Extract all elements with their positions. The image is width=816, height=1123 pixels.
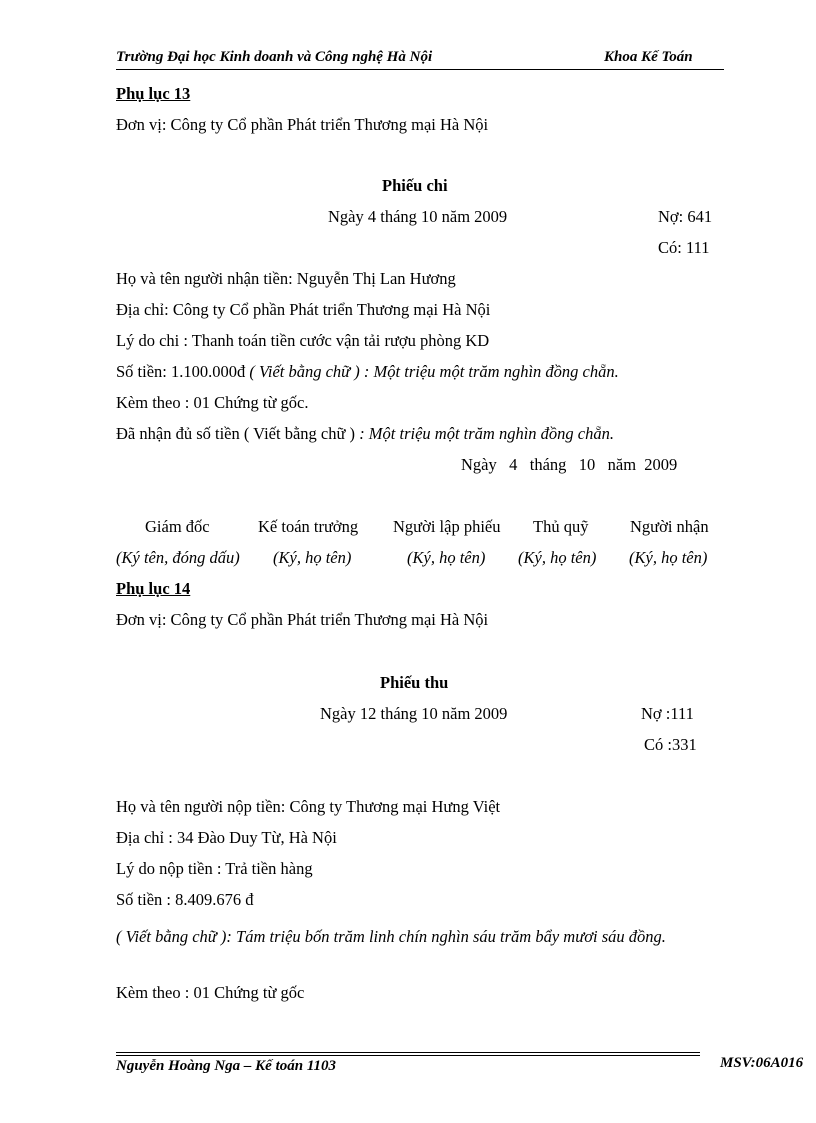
payment-amount (116, 362, 619, 382)
payment-amount-words: ( Viết bằng chữ ) : Một triệu một trăm nghìn đồng chẵn. (245, 362, 619, 381)
payment-address: Địa chỉ: Công ty Cổ phần Phát triển Thương mại Hà Nội (116, 300, 491, 319)
signature-role-preparer: Người lập phiếu (393, 517, 501, 536)
signature-note-preparer: (Ký, họ tên) (407, 548, 486, 567)
signature-note-director: (Ký tên, đóng dấu) (116, 548, 240, 567)
payment-credit-account: Có: 111 (658, 238, 710, 257)
payment-amount-label: Số tiền: 1.100.000đ (116, 362, 246, 381)
signature-note-chief-accountant: (Ký, họ tên) (273, 548, 352, 567)
appendix-14-title: Phụ lục 14 (116, 579, 191, 598)
receipt-amount-words: ( Viết bằng chữ ): Tám triệu bốn trăm linh chín nghìn sáu trăm bẩy mươi sáu đồng. (116, 927, 666, 946)
footer-rule-top (116, 1052, 700, 1053)
payment-reason: Lý do chi : Thanh toán tiền cước vận tải rượu phòng KD (116, 331, 490, 350)
payment-received-words: : Một triệu một trăm nghìn đồng chẵn. (359, 424, 615, 443)
receipt-payer: Họ và tên người nộp tiền: Công ty Thương mại Hưng Việt (116, 797, 501, 816)
footer-student-id: MSV:06A016 (720, 1055, 804, 1071)
signature-role-receiver: Người nhận (630, 517, 709, 536)
footer-author: Nguyễn Hoàng Nga – Kế toán 1103 (116, 1058, 337, 1074)
appendix-13-title: Phụ lục 13 (116, 84, 191, 103)
payment-voucher-title: Phiếu chi (382, 176, 448, 195)
receipt-reason: Lý do nộp tiền : Trả tiền hàng (116, 859, 313, 878)
signature-note-receiver: (Ký, họ tên) (629, 548, 708, 567)
receipt-address: Địa chỉ : 34 Đào Duy Từ, Hà Nội (116, 828, 337, 847)
signature-role-cashier: Thủ quỹ (533, 517, 589, 536)
payment-received (116, 424, 614, 444)
receipt-amount: Số tiền : 8.409.676 đ (116, 890, 254, 909)
appendix-14-unit: Đơn vị: Công ty Cổ phần Phát triển Thương mại Hà Nội (116, 610, 489, 629)
payment-attached: Kèm theo : 01 Chứng từ gốc. (116, 393, 309, 412)
appendix-13-unit: Đơn vị: Công ty Cổ phần Phát triển Thương mại Hà Nội (116, 115, 489, 134)
signature-role-chief-accountant: Kế toán trưởng (258, 517, 359, 536)
payment-voucher-date: Ngày 4 tháng 10 năm 2009 (328, 207, 508, 226)
payment-sign-date: Ngày 4 tháng 10 năm 2009 (461, 455, 678, 474)
signature-note-cashier: (Ký, họ tên) (518, 548, 597, 567)
payment-receiver: Họ và tên người nhận tiền: Nguyễn Thị Lan Hương (116, 269, 456, 288)
receipt-voucher-title: Phiếu thu (380, 673, 449, 692)
signature-role-director: Giám đốc (145, 517, 210, 536)
receipt-attached: Kèm theo : 01 Chứng từ gốc (116, 983, 305, 1002)
receipt-credit-account: Có :331 (644, 735, 697, 754)
receipt-voucher-date: Ngày 12 tháng 10 năm 2009 (320, 704, 508, 723)
footer-rule-bottom (116, 1055, 700, 1056)
payment-debit-account: Nợ: 641 (658, 207, 713, 226)
header-rule (116, 69, 724, 70)
payment-received-label: Đã nhận đủ số tiền ( Viết bằng chữ ) (116, 424, 360, 443)
header-school: Trường Đại học Kinh doanh và Công nghệ Hà Nội (116, 49, 433, 65)
header-department: Khoa Kế Toán (604, 49, 693, 65)
receipt-debit-account: Nợ :111 (641, 704, 694, 723)
